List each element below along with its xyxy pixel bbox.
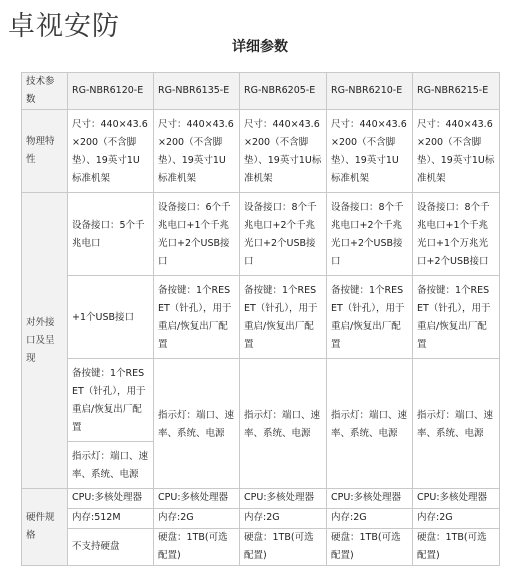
table-header-row: [22, 73, 500, 110]
table-row: [22, 110, 500, 193]
table-cell: 内存:2G: [413, 509, 500, 529]
header-cell: RG-NBR6120-E: [68, 73, 154, 110]
table-cell: 不支持硬盘: [68, 529, 154, 566]
table-row: [22, 193, 500, 276]
table-row: [22, 276, 500, 359]
table-cell: 内存:512M: [68, 509, 154, 529]
table-cell: 备按键：1个RESET（针孔），用于重启/恢复出厂配置: [154, 276, 240, 359]
page-title: 详细参数: [232, 39, 288, 55]
table-cell: 指示灯：端口、速率、系统、电源: [327, 359, 413, 489]
table-cell: 设备接口：8个千兆电口+2个千兆光口+2个USB接口: [327, 193, 413, 276]
table-cell: 尺寸：440×43.6×200（不含脚垫）、19英寸1U标准机架: [327, 110, 413, 193]
table-row: [22, 359, 500, 442]
table-cell: 内存:2G: [240, 509, 327, 529]
header-cell: RG-NBR6210-E: [327, 73, 413, 110]
spec-table: [21, 72, 500, 566]
header-cell: RG-NBR6215-E: [413, 73, 500, 110]
table-cell: 内存:2G: [154, 509, 240, 529]
table-cell: CPU:多核处理器: [154, 489, 240, 509]
table-cell: CPU:多核处理器: [240, 489, 327, 509]
table-cell: 备按键：1个RESET（针孔），用于重启/恢复出厂配置: [240, 276, 327, 359]
table-cell: 内存:2G: [327, 509, 413, 529]
row-label-hardware: 硬件规格: [22, 489, 68, 566]
table-cell: 备按键：1个RESET（针孔），用于重启/恢复出厂配置: [68, 359, 154, 442]
table-cell: 备按键：1个RESET（针孔），用于重启/恢复出厂配置: [413, 276, 500, 359]
table-row: [22, 489, 500, 509]
table-cell: 备按键：1个RESET（针孔），用于重启/恢复出厂配置: [327, 276, 413, 359]
watermark-logo-text: 卓视安防: [8, 11, 120, 42]
table-row: [22, 509, 500, 529]
table-cell: 设备接口：6个千兆电口+1个千兆光口+2个USB接口: [154, 193, 240, 276]
table-cell: 设备接口：5个千兆电口: [68, 193, 154, 276]
table-cell: CPU:多核处理器: [327, 489, 413, 509]
table-cell: 尺寸：440×43.6×200（不含脚垫）、19英寸1U标准机架: [413, 110, 500, 193]
header-cell: RG-NBR6205-E: [240, 73, 327, 110]
table-cell: 设备接口：8个千兆电口+1个千兆光口+1个万兆光口+2个USB接口: [413, 193, 500, 276]
table-cell: 指示灯：端口、速率、系统、电源: [154, 359, 240, 489]
table-cell: 硬盘：1TB(可选配置): [327, 529, 413, 566]
table-cell: 设备接口：8个千兆电口+2个千兆光口+2个USB接口: [240, 193, 327, 276]
table-cell: CPU:多核处理器: [413, 489, 500, 509]
table-cell: +1个USB接口: [68, 276, 154, 359]
table-cell: CPU:多核处理器: [68, 489, 154, 509]
table-cell: 硬盘：1TB(可选配置): [413, 529, 500, 566]
table-cell: 尺寸：440×43.6×200（不含脚垫）、19英寸1U标准机架: [154, 110, 240, 193]
table-cell: 指示灯：端口、速率、系统、电源: [413, 359, 500, 489]
header-cell: RG-NBR6135-E: [154, 73, 240, 110]
table-cell: 硬盘：1TB(可选配置): [154, 529, 240, 566]
row-label-physical: 物理特性: [22, 110, 68, 193]
table-cell: 硬盘：1TB(可选配置): [240, 529, 327, 566]
table-cell: 尺寸：440×43.6×200（不含脚垫）、19英寸1U标准机架: [68, 110, 154, 193]
table-cell: 指示灯：端口、速率、系统、电源: [68, 442, 154, 489]
table-cell: 尺寸：440×43.6×200（不含脚垫）、19英寸1U标准机架: [240, 110, 327, 193]
header-cell: 技术参数: [22, 73, 68, 110]
table-row: [22, 529, 500, 566]
row-label-interfaces: 对外接口及呈现: [22, 193, 68, 489]
table-cell: 指示灯：端口、速率、系统、电源: [240, 359, 327, 489]
